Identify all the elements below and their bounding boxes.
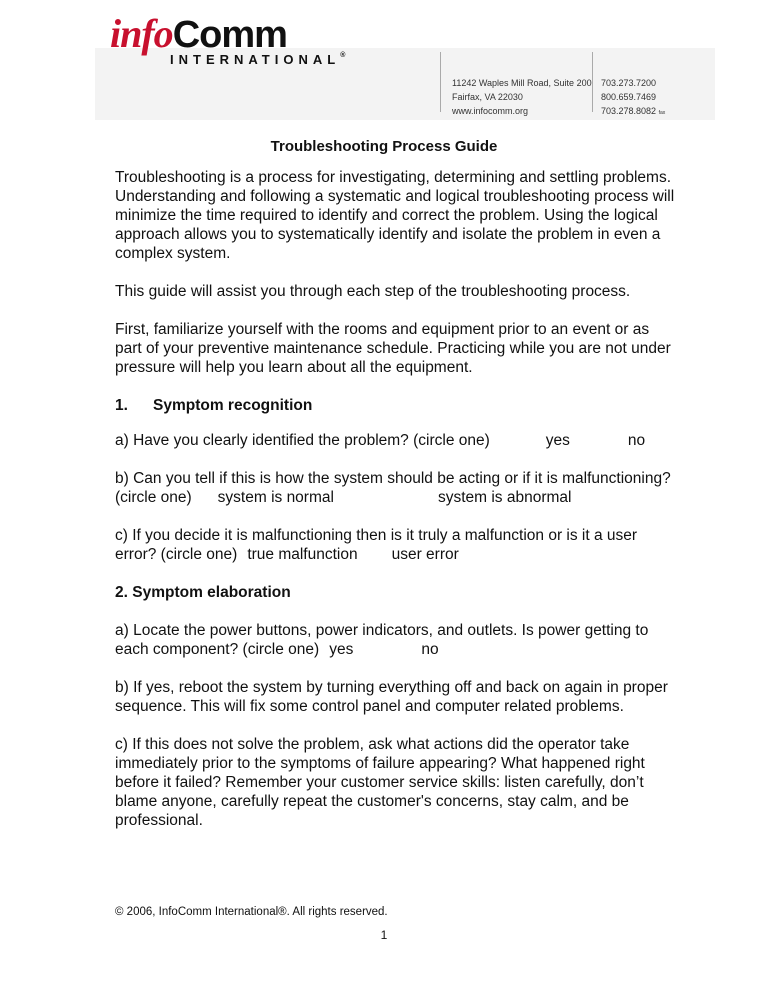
option-no: no — [421, 641, 439, 658]
letterhead-divider — [592, 52, 593, 112]
question-2a: a) Locate the power buttons, power indicators, and outlets. Is power getting to each component? (circle one) yes no — [115, 622, 649, 658]
option-true-malfunction: true malfunction — [247, 546, 358, 563]
document-title: Troubleshooting Process Guide — [270, 138, 498, 155]
option-system-normal: system is normal — [217, 489, 334, 506]
question-2c: c) If this does not solve the problem, ask what actions did the operator take immediately prior to the symptoms of failure appearing? What happened right before it failed? Remember your customer service skills: listen carefully, don’t blame anyone, carefully repeat the customer's concerns, stay calm, and be professional. — [115, 736, 645, 829]
letterhead-address — [452, 76, 592, 118]
question-1b: b) Can you tell if this is how the system should be acting or if it is malfunctioning? (circle one) system is normal system is abnormal — [115, 470, 671, 506]
page-number: 1 — [380, 928, 388, 942]
section-1-heading: 1. Symptom recognition — [115, 397, 313, 414]
address-line: Fairfax, VA 22030 — [452, 92, 523, 102]
section-2-heading: 2. Symptom elaboration — [115, 584, 291, 601]
intro-paragraph: Troubleshooting is a process for investigating, determining and settling problems. Understanding and following a systematic and logical troubleshooting process will minimize the time required to identify and correct the problem. Using the logical approach allows you to systematically identify and isolate the problem in even a complex system. — [115, 169, 675, 262]
logo-info-text: info — [110, 11, 173, 56]
letterhead-divider — [440, 52, 441, 112]
logo-comm-text: Comm — [172, 14, 287, 56]
copyright-footer: © 2006, InfoComm International®. All rights reserved. — [115, 906, 388, 918]
option-system-abnormal: system is abnormal — [437, 489, 572, 506]
letterhead-phones — [601, 76, 665, 120]
fax-line: 703.278.8082 fax — [601, 106, 666, 116]
intro-paragraph: This guide will assist you through each step of the troubleshooting process. — [115, 283, 631, 300]
phone-line: 800.659.7469 — [601, 92, 657, 102]
question-1c: c) If you decide it is malfunctioning then is it truly a malfunction or is it a user error? (circle one) true malfunction user error — [115, 527, 638, 563]
intro-paragraph: First, familiarize yourself with the rooms and equipment prior to an event or as part of your preventive maintenance schedule. Practicing while you are not under pressure will help you learn about all the equipment. — [115, 321, 671, 376]
infocomm-logo — [110, 11, 346, 67]
question-2b: b) If yes, reboot the system by turning everything off and back on again in proper sequence. This will fix some control panel and computer related problems. — [115, 679, 668, 715]
website-link[interactable]: www.infocomm.org — [452, 106, 529, 116]
logo-international-text: INTERNATIONAL® — [170, 52, 346, 67]
option-user-error: user error — [391, 546, 459, 563]
address-line: 11242 Waples Mill Road, Suite 200 — [452, 78, 592, 88]
option-yes: yes — [329, 641, 354, 658]
option-yes: yes — [545, 432, 570, 449]
option-no: no — [627, 432, 646, 449]
document-body — [115, 168, 675, 849]
question-1a: a) Have you clearly identified the problem? (circle one) yes no — [115, 432, 646, 449]
phone-line: 703.273.7200 — [601, 78, 657, 88]
